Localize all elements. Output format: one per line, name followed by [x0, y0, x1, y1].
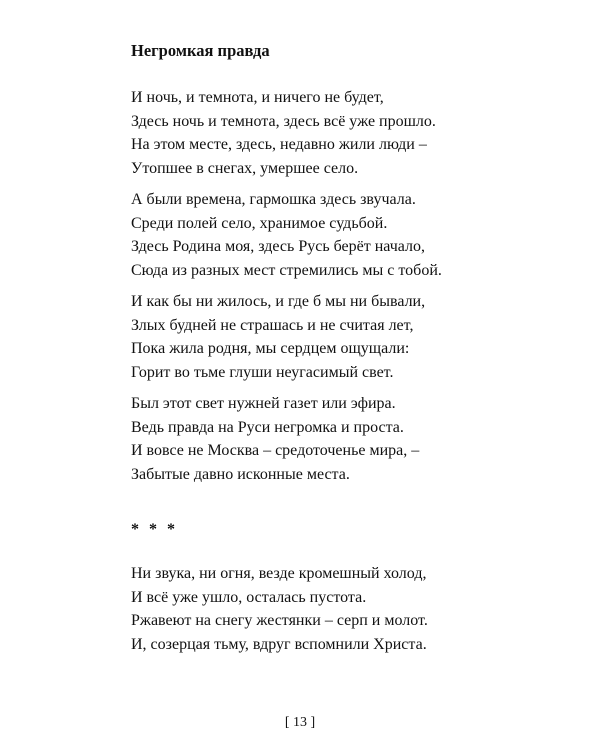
poem-line: Среди полей село, хранимое судьбой. — [131, 214, 388, 232]
poem-line: И всё уже ушло, осталась пустота. — [131, 588, 367, 606]
poem-line: На этом месте, здесь, недавно жили люди – — [131, 136, 427, 153]
stanza — [131, 562, 428, 656]
poem-line: Утопшее в снегах, умершее село. — [131, 159, 359, 177]
page-number: [ 13 ] — [284, 715, 316, 730]
poem-separator: * * * — [131, 521, 178, 538]
poem-title: Негромкая правда — [131, 41, 270, 60]
poem-line: Ржавеют на снегу жестянки – серп и молот. — [131, 612, 428, 629]
poem-line: А были времена, гармошка здесь звучала. — [131, 191, 416, 208]
poem-line: Был этот свет нужней газет или эфира. — [131, 395, 396, 412]
stanza — [131, 188, 442, 282]
poem-line: И ночь, и темнота, и ничего не будет, — [131, 89, 384, 106]
poem-line: Сюда из разных мест стремились мы с тобой. — [131, 261, 442, 279]
stanza — [131, 392, 419, 486]
stanza — [131, 290, 425, 384]
poem-line: Горит во тьме глуши неугасимый свет. — [131, 363, 394, 381]
poem-line: Ни звука, ни огня, везде кромешный холод, — [131, 565, 427, 582]
stanza — [131, 86, 436, 180]
poem-line: Здесь Родина моя, здесь Русь берёт начало, — [131, 238, 426, 255]
poem-line: Пока жила родня, мы сердцем ощущали: — [131, 340, 410, 357]
poem-line: Ведь правда на Руси негромка и проста. — [131, 418, 404, 436]
poem-line: Злых будней не страшась и не считая лет, — [131, 316, 414, 334]
poem-line: И вовсе не Москва – средоточенье мира, – — [131, 442, 420, 459]
poem-line: Забытые давно исконные места. — [131, 465, 350, 483]
poem-line: И как бы ни жилось, и где б мы ни бывали, — [131, 293, 426, 310]
poem-line: И, созерцая тьму, вдруг вспомнили Христа. — [131, 635, 427, 653]
poem-line: Здесь ночь и темнота, здесь всё уже прошло. — [131, 112, 436, 130]
